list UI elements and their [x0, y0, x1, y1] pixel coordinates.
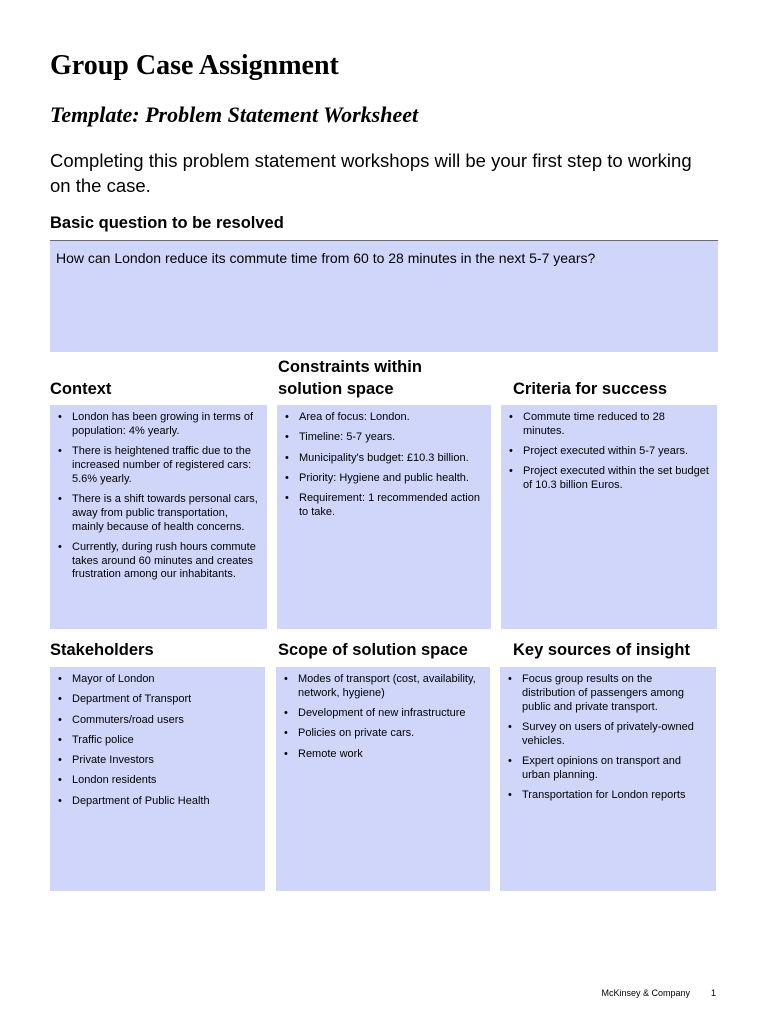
footer-company: McKinsey & Company — [601, 988, 690, 998]
page-title: Group Case Assignment — [50, 50, 339, 81]
stakeholders-card — [50, 667, 265, 891]
scope-card — [276, 667, 490, 891]
basic-question-text: How can London reduce its commute time from 60 to 28 minutes in the next 5-7 years? — [56, 250, 596, 266]
insight-card — [500, 667, 716, 891]
constraints-card — [277, 405, 491, 629]
context-card — [50, 405, 267, 629]
list-item: • Priority: Hygiene and public health. — [285, 472, 483, 486]
basic-question-label: Basic question to be resolved — [50, 214, 284, 232]
list-item: • Policies on private cars. — [284, 727, 482, 741]
list-item: • Modes of transport (cost, availability, network, hygiene) — [284, 673, 482, 701]
stakeholders-label: Stakeholders — [50, 641, 154, 659]
context-list — [58, 411, 259, 582]
list-item: • Transportation for London reports — [508, 789, 708, 803]
stakeholders-list — [58, 673, 257, 809]
list-item: • Traffic police — [58, 734, 257, 748]
list-item: • Department of Transport — [58, 693, 257, 707]
list-item: • Focus group results on the distribution of passengers among public and private transport. — [508, 673, 708, 714]
list-item: • Commute time reduced to 28 minutes. — [509, 411, 709, 439]
basic-question-box — [50, 240, 718, 352]
page-subtitle: Template: Problem Statement Worksheet — [50, 102, 419, 127]
insight-label: Key sources of insight — [513, 641, 690, 659]
list-item: • Currently, during rush hours commute takes around 60 minutes and creates frustration among our inhabitants. — [58, 541, 259, 582]
list-item: • Area of focus: London. — [285, 411, 483, 425]
list-item: • London has been growing in terms of population: 4% yearly. — [58, 411, 259, 439]
list-item: • Survey on users of privately-owned vehicles. — [508, 721, 708, 749]
list-item: • Development of new infrastructure — [284, 707, 482, 721]
list-item: • Expert opinions on transport and urban planning. — [508, 755, 708, 783]
list-item: • Private Investors — [58, 754, 257, 768]
list-item: • There is heightened traffic due to the increased number of registered cars: 5.6% yearly. — [58, 445, 259, 486]
constraints-list — [285, 411, 483, 520]
list-item: • Department of Public Health — [58, 795, 257, 809]
page-number: 1 — [710, 988, 716, 998]
list-item: • London residents — [58, 774, 257, 788]
scope-label: Scope of solution space — [278, 641, 468, 659]
criteria-label: Criteria for success — [513, 380, 668, 398]
list-item: • There is a shift towards personal cars, away from public transportation, mainly because of health concerns. — [58, 493, 259, 534]
list-item: • Timeline: 5-7 years. — [285, 431, 483, 445]
constraints-label: Constraints within solution space — [278, 358, 422, 398]
scope-list — [284, 673, 482, 761]
list-item: • Commuters/road users — [58, 714, 257, 728]
list-item: • Project executed within 5-7 years. — [509, 445, 709, 459]
insight-list — [508, 673, 708, 803]
criteria-list — [509, 411, 709, 493]
intro-text: Completing this problem statement workshops will be your first step to working on the case. — [50, 150, 692, 196]
list-item: • Remote work — [284, 748, 482, 762]
list-item: • Requirement: 1 recommended action to take. — [285, 492, 483, 520]
list-item: • Project executed within the set budget of 10.3 billion Euros. — [509, 465, 709, 493]
criteria-card — [501, 405, 717, 629]
context-label: Context — [50, 380, 112, 398]
list-item: • Mayor of London — [58, 673, 257, 687]
list-item: • Municipality's budget: £10.3 billion. — [285, 452, 483, 466]
